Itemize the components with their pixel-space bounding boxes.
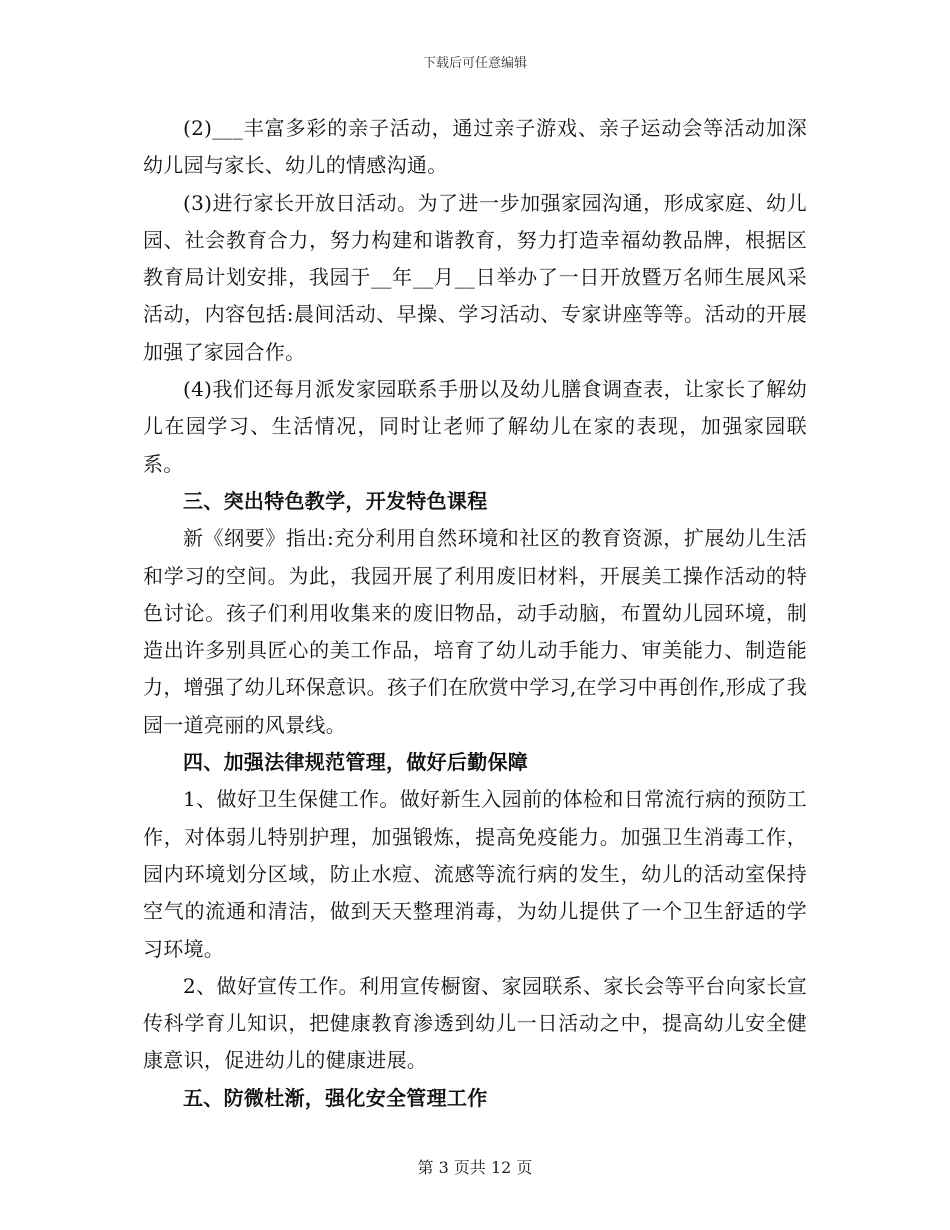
- paragraph-curriculum: 新《纲要》指出:充分利用自然环境和社区的教育资源，扩展幼儿生活和学习的空间。为此，我园开展了利用废旧材料，开展美工操作活动的特色讨论。孩子们利用收集来的废旧物品，动手动脑，布置幼儿园环境，制造出许多别具匠心的美工作品，培育了幼儿动手能力、审美能力、制造能力，增强了幼儿环保意识。孩子们在欣赏中学习,在学习中再创作,形成了我园一道亮丽的风景线。: [143, 526, 807, 737]
- document-body: [143, 110, 807, 1117]
- paragraph-activity-3: (3)进行家长开放日活动。为了进一步加强家园沟通，形成家庭、幼儿园、社会教育合力，努力构建和谐教育，努力打造幸福幼教品牌，根据区教育局计划安排，我园于__年__月__日举办了一日开放暨万名师生展风采活动，内容包括:晨间活动、早操、学习活动、专家讲座等等。活动的开展加强了家园合作。: [143, 190, 807, 364]
- page-number: 第 3 页共 12 页: [417, 1158, 533, 1177]
- section-heading-5: 五、防微杜渐，强化安全管理工作: [183, 1085, 488, 1110]
- paragraph-publicity: 2、做好宣传工作。利用宣传橱窗、家园联系、家长会等平台向家长宣传科学育儿知识，把健康教育渗透到幼儿一日活动之中，提高幼儿安全健康意识，促进幼儿的健康进展。: [143, 973, 807, 1073]
- page-header: 下载后可任意编辑: [422, 56, 527, 71]
- paragraph-activity-4: (4)我们还每月派发家园联系手册以及幼儿膳食调查表，让家长了解幼儿在园学习、生活情况，同时让老师了解幼儿在家的表现，加强家园联系。: [143, 377, 807, 476]
- section-heading-4: 四、加强法律规范管理，做好后勤保障: [183, 750, 529, 775]
- section-heading-3: 三、突出特色教学，开发特色课程: [183, 488, 488, 513]
- paragraph-health-care: 1、做好卫生保健工作。做好新生入园前的体检和日常流行病的预防工作，对体弱儿特别护理，加强锻炼，提高免疫能力。加强卫生消毒工作，园内环境划分区域，防止水痘、流感等流行病的发生，幼儿的活动室保持空气的流通和清洁，做到天天整理消毒，为幼儿提供了一个卫生舒适的学习环境。: [143, 787, 807, 961]
- paragraph-activity-2: (2)___丰富多彩的亲子活动，通过亲子游戏、亲子运动会等活动加深幼儿园与家长、幼儿的情感沟通。: [143, 116, 807, 178]
